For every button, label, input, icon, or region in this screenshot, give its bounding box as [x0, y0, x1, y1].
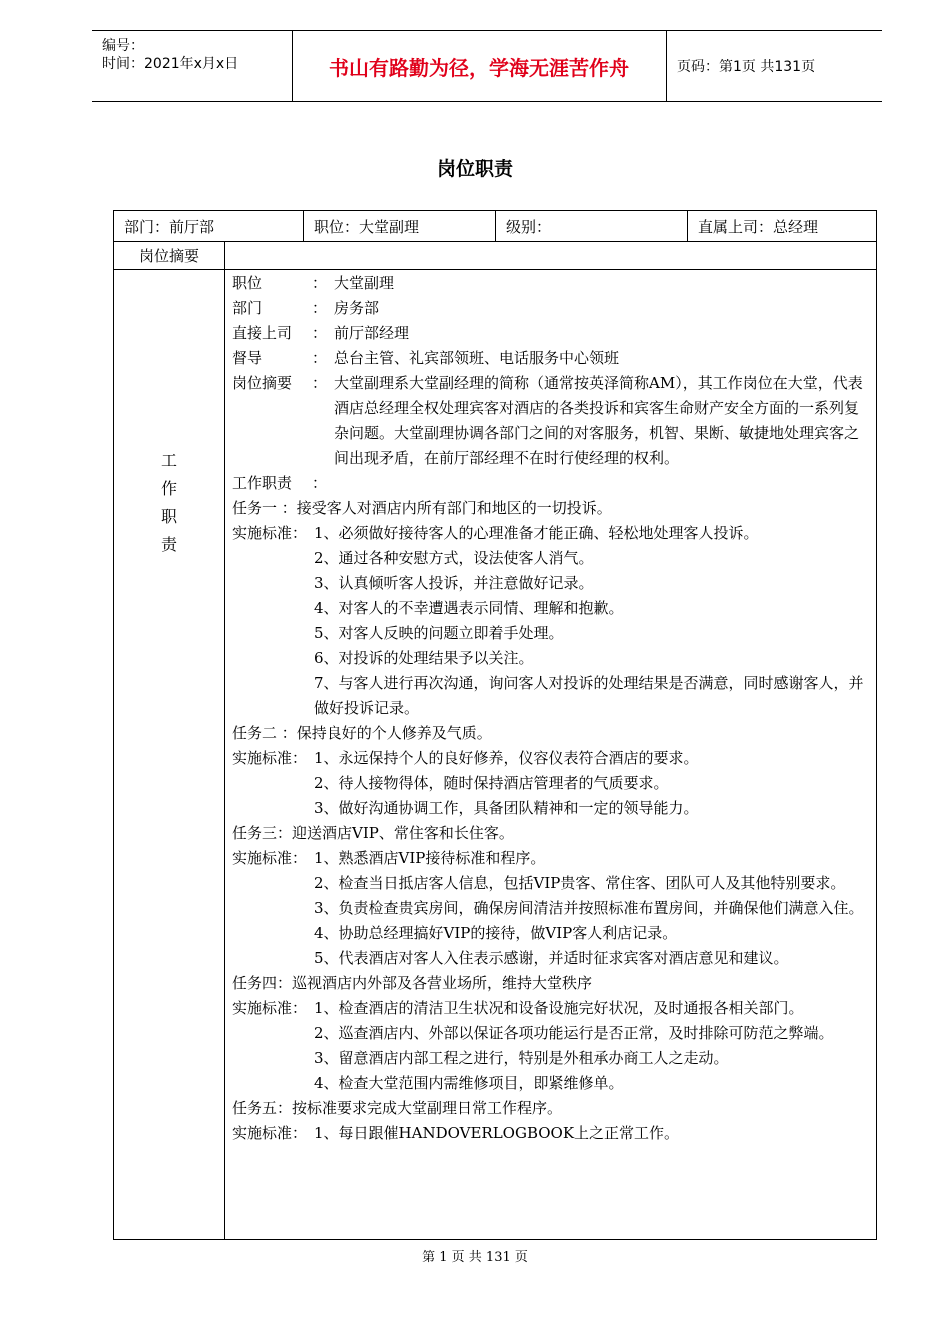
duty-label	[114, 447, 224, 559]
standard-item	[232, 896, 872, 921]
standard-item	[232, 521, 872, 546]
col-divider	[495, 211, 496, 241]
standard-text: 2、巡查酒店内、外部以保证各项功能运行是否正常，及时排除可防范之弊端。	[314, 1024, 834, 1042]
info-row	[232, 471, 872, 496]
task-title: 任务一 ：接受客人对酒店内所有部门和地区的一切投诉。	[232, 499, 612, 517]
info-sep: ：	[312, 324, 328, 342]
header-page-label: 页码：第1页 共131页	[677, 59, 816, 75]
standard-item	[232, 746, 872, 771]
standard-item	[232, 1071, 872, 1096]
standard-item	[232, 846, 872, 871]
standard-label	[232, 1071, 314, 1096]
standard-item	[232, 571, 872, 596]
header-number-label: 编号：	[102, 38, 144, 54]
task-title: 任务三：迎送酒店VIP、常住客和长住客。	[232, 824, 514, 842]
info-key: 直接上司	[232, 324, 293, 342]
duty-label-char: 职	[160, 507, 177, 526]
info-value: 总台主管、礼宾部领班、电话服务中心领班	[334, 349, 620, 367]
task-title: 任务四：巡视酒店内外部及各营业场所，维持大堂秩序	[232, 974, 593, 992]
standard-item	[232, 871, 872, 896]
standard-label: 实施标准：	[232, 849, 308, 867]
info-row	[232, 371, 872, 471]
standard-label: 实施标准：	[232, 999, 308, 1017]
standard-text: 4、对客人的不幸遭遇表示同情、理解和抱歉。	[314, 599, 624, 617]
standard-label	[232, 1046, 314, 1071]
standard-text: 3、留意酒店内部工程之进行，特别是外租承办商工人之走动。	[314, 1049, 729, 1067]
standard-text: 3、负责检查贵宾房间，确保房间清洁并按照标准布置房间，并确保他们满意入住。	[314, 899, 864, 917]
col-divider	[303, 211, 304, 241]
page-footer: 第 1 页 共 131 页	[422, 1250, 528, 1265]
info-sep: ：	[312, 299, 328, 317]
header-divider	[666, 31, 667, 101]
info-value: 大堂副理	[334, 274, 395, 292]
standard-text: 2、检查当日抵店客人信息，包括VIP贵客、常住客、团队可人及其他特别要求。	[314, 874, 846, 892]
standard-label	[232, 621, 314, 646]
standard-text: 2、待人接物得体，随时保持酒店管理者的气质要求。	[314, 774, 669, 792]
standard-text: 1、检查酒店的清洁卫生状况和设备设施完好状况，及时通报各相关部门。	[314, 999, 804, 1017]
dept-cell: 部门：前厅部	[124, 218, 215, 236]
standard-label	[232, 646, 314, 671]
standard-label	[232, 921, 314, 946]
standard-text: 2、通过各种安慰方式，设法使客人消气。	[314, 549, 594, 567]
duty-label-char: 工	[160, 451, 177, 470]
standard-label	[232, 896, 314, 921]
info-key: 督导	[232, 349, 263, 367]
info-block	[232, 271, 872, 496]
standard-text: 4、检查大堂范围内需维修项目，即紧维修单。	[314, 1074, 624, 1092]
standard-item	[232, 1021, 872, 1046]
duty-content	[232, 271, 872, 1146]
standard-text: 1、必须做好接待客人的心理准备才能正确、轻松地处理客人投诉。	[314, 524, 759, 542]
standard-text: 5、对客人反映的问题立即着手处理。	[314, 624, 564, 642]
standard-text: 5、代表酒店对客人入住表示感谢，并适时征求宾客对酒店意见和建议。	[314, 949, 789, 967]
level-cell: 级别：	[506, 218, 552, 236]
standard-item	[232, 546, 872, 571]
info-row	[232, 271, 872, 296]
position-cell: 职位：大堂副理	[314, 218, 420, 236]
row-divider	[114, 241, 876, 242]
info-value: 大堂副理系大堂副经理的简称（通常按英泽简称AM），其工作岗位在大堂，代表酒店总经理全权处理宾客对酒店的各类投诉和宾客生命财产安全方面的一系列复杂问题。大堂副理协调各部门之间的对客服务，机智、果断、敏捷地处理宾客之间出现矛盾，在前厅部经理不在时行使经理的权利。	[334, 374, 863, 467]
col-divider	[687, 211, 688, 241]
info-key: 部门	[232, 299, 263, 317]
standard-item	[232, 1121, 872, 1146]
duty-table	[113, 210, 877, 1240]
info-key: 职位	[232, 274, 263, 292]
info-row	[232, 346, 872, 371]
standard-label: 实施标准：	[232, 749, 308, 767]
standard-text: 3、认真倾听客人投诉，并注意做好记录。	[314, 574, 594, 592]
duty-label-char: 责	[160, 535, 177, 554]
standard-label	[232, 771, 314, 796]
info-row	[232, 296, 872, 321]
info-key: 工作职责	[232, 474, 293, 492]
standard-text: 3、做好沟通协调工作，具备团队精神和一定的领导能力。	[314, 799, 699, 817]
standard-label	[232, 571, 314, 596]
standard-text: 7、与客人进行再次沟通，询问客人对投诉的处理结果是否满意，同时感谢客人，并做好投诉记录。	[314, 674, 864, 717]
standard-item	[232, 796, 872, 821]
task-title: 任务五：按标准要求完成大堂副理日常工作程序。	[232, 1099, 563, 1117]
standard-item	[232, 671, 872, 721]
label-column-divider	[224, 241, 225, 1239]
standard-text: 1、永远保持个人的良好修养，仪容仪表符合酒店的要求。	[314, 749, 699, 767]
standard-label	[232, 871, 314, 896]
task-block	[232, 496, 872, 1146]
standard-item	[232, 596, 872, 621]
info-sep: ：	[312, 274, 328, 292]
standard-text: 4、协助总经理搞好VIP的接待，做VIP客人利店记录。	[314, 924, 678, 942]
info-value: 房务部	[334, 299, 380, 317]
standard-label	[232, 796, 314, 821]
summary-label: 岗位摘要	[138, 247, 199, 265]
standard-label	[232, 596, 314, 621]
task-title: 任务二 ：保持良好的个人修养及气质。	[232, 724, 492, 742]
header-motto: 书山有路勤为径，学海无涯苦作舟	[329, 55, 629, 80]
standard-label	[232, 546, 314, 571]
standard-item	[232, 1046, 872, 1071]
standard-text: 1、熟悉酒店VIP接待标准和程序。	[314, 849, 546, 867]
standard-item	[232, 921, 872, 946]
standard-text: 6、对投诉的处理结果予以关注。	[314, 649, 534, 667]
standard-label: 实施标准：	[232, 524, 308, 542]
standard-text: 1、每日跟催HANDOVERLOGBOOK上之正常工作。	[314, 1124, 680, 1142]
header-time-label: 时间：2021年x月x日	[102, 56, 239, 72]
info-sep: ：	[312, 374, 328, 392]
page-header	[92, 30, 882, 102]
info-row	[232, 321, 872, 346]
row-divider	[114, 269, 876, 270]
duty-label-char: 作	[160, 479, 177, 498]
standard-label	[232, 671, 314, 721]
document-title: 岗位职责	[436, 158, 513, 180]
header-meta	[102, 37, 238, 73]
standard-item	[232, 646, 872, 671]
standard-item	[232, 771, 872, 796]
standard-label: 实施标准：	[232, 1124, 308, 1142]
standard-label	[232, 946, 314, 971]
standard-item	[232, 946, 872, 971]
info-value: 前厅部经理	[334, 324, 410, 342]
info-key: 岗位摘要	[232, 374, 293, 392]
info-sep: ：	[312, 474, 328, 492]
standard-item	[232, 996, 872, 1021]
standard-item	[232, 621, 872, 646]
standard-label	[232, 1021, 314, 1046]
info-sep: ：	[312, 349, 328, 367]
superior-cell: 直属上司：总经理	[698, 218, 819, 236]
